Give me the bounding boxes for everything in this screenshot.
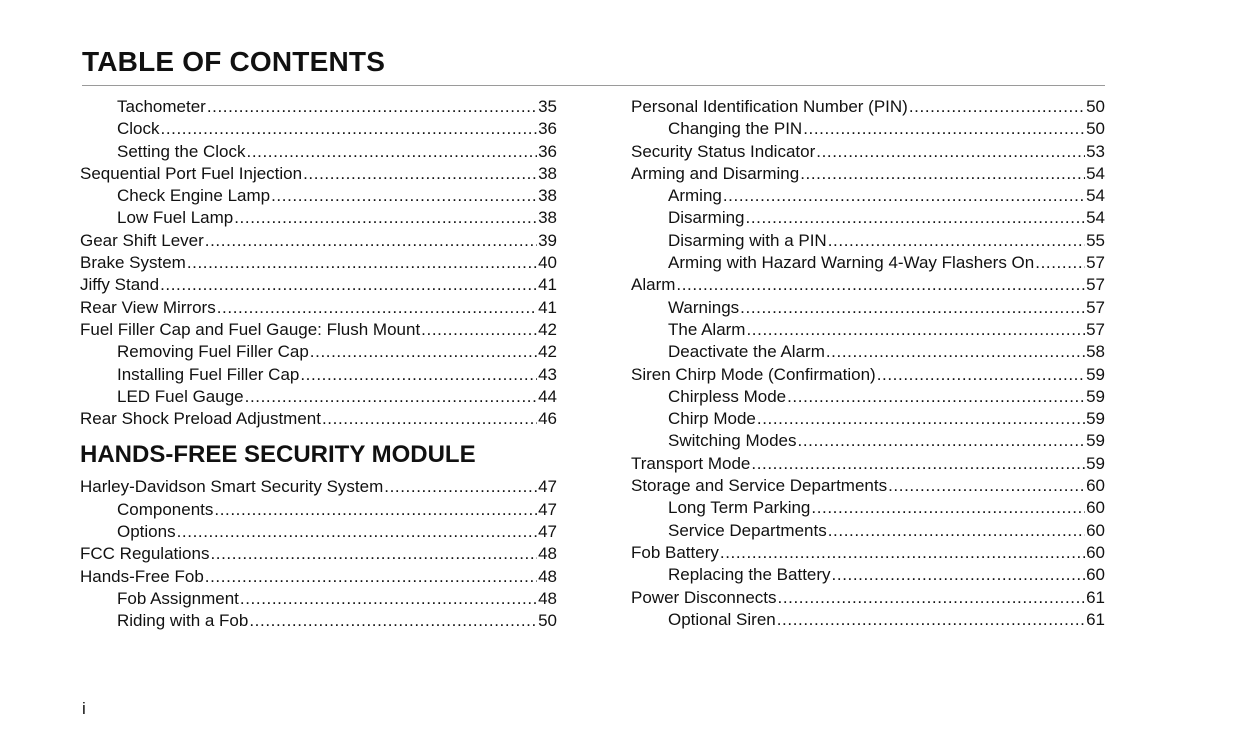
toc-entry[interactable] xyxy=(631,252,1105,274)
toc-entry-title: Service Departments xyxy=(668,520,827,540)
toc-entry-title: Fob Battery xyxy=(631,542,719,562)
toc-entry[interactable] xyxy=(80,319,557,341)
toc-entry[interactable] xyxy=(631,609,1105,631)
toc-entry-page: 48 xyxy=(538,566,557,586)
toc-entry-page: 57 xyxy=(1086,275,1105,295)
toc-entry[interactable] xyxy=(631,587,1105,609)
toc-entry[interactable] xyxy=(631,207,1105,229)
dot-leader xyxy=(888,475,1085,497)
dot-leader xyxy=(826,341,1085,363)
toc-entry-title: Power Disconnects xyxy=(631,587,777,607)
dot-leader xyxy=(310,341,537,363)
dot-leader xyxy=(245,386,537,408)
toc-entry-page: 57 xyxy=(1086,297,1105,317)
dot-leader xyxy=(740,297,1085,319)
dot-leader xyxy=(300,364,537,386)
toc-entry-page: 44 xyxy=(538,386,557,406)
toc-entry-title: FCC Regulations xyxy=(80,544,210,564)
toc-entry-title: Long Term Parking xyxy=(668,498,811,518)
toc-entry[interactable] xyxy=(80,566,557,588)
toc-entry[interactable] xyxy=(80,588,557,610)
toc-entry-page: 59 xyxy=(1086,453,1105,473)
dot-leader xyxy=(217,297,537,319)
toc-entry[interactable] xyxy=(80,207,557,229)
toc-entry-title: Riding with a Fob xyxy=(117,611,249,631)
toc-entry-page: 35 xyxy=(538,97,557,116)
toc-entry-title: Switching Modes xyxy=(668,431,797,451)
toc-entry[interactable] xyxy=(80,521,557,543)
dot-leader xyxy=(751,453,1085,475)
toc-entry-title: Siren Chirp Mode (Confirmation) xyxy=(631,364,876,384)
toc-entry-title: Rear Shock Preload Adjustment xyxy=(80,409,321,429)
toc-entry-page: 38 xyxy=(538,186,557,206)
toc-entry-title: Check Engine Lamp xyxy=(117,186,271,206)
toc-entry[interactable] xyxy=(80,163,557,185)
toc-list-group-2 xyxy=(80,476,557,632)
toc-entry-title: Alarm xyxy=(631,275,676,295)
toc-entry-title: Fuel Filler Cap and Fuel Gauge: Flush Mount xyxy=(80,319,421,339)
toc-entry-page: 60 xyxy=(1086,498,1105,518)
dot-leader xyxy=(205,230,537,252)
toc-entry-page: 36 xyxy=(538,141,557,161)
toc-entry-title: Personal Identification Number (PIN) xyxy=(631,97,908,116)
dot-leader xyxy=(787,386,1085,408)
dot-leader xyxy=(909,96,1085,118)
toc-entry-title: Transport Mode xyxy=(631,453,751,473)
toc-entry-page: 54 xyxy=(1086,186,1105,206)
toc-entry[interactable] xyxy=(631,386,1105,408)
toc-entry[interactable] xyxy=(631,408,1105,430)
toc-entry-page: 60 xyxy=(1086,542,1105,562)
toc-entry[interactable] xyxy=(631,118,1105,140)
dot-leader xyxy=(777,609,1085,631)
toc-entry-page: 61 xyxy=(1086,609,1105,629)
toc-entry[interactable] xyxy=(80,476,557,498)
dot-leader xyxy=(816,141,1085,163)
toc-entry-page: 39 xyxy=(538,230,557,250)
toc-right-column xyxy=(631,96,1105,631)
toc-entry-title: Arming and Disarming xyxy=(631,163,800,183)
toc-entry[interactable] xyxy=(80,408,557,430)
toc-entry[interactable] xyxy=(80,386,557,408)
toc-entry-title: Gear Shift Lever xyxy=(80,230,204,250)
toc-entry-page: 50 xyxy=(1086,119,1105,139)
dot-leader xyxy=(778,587,1086,609)
toc-entry-page: 59 xyxy=(1086,409,1105,429)
page-number: i xyxy=(82,699,86,718)
toc-entry-title: Jiffy Stand xyxy=(80,275,160,295)
toc-entry-title: Storage and Service Departments xyxy=(631,476,888,496)
toc-entry-title: Chirp Mode xyxy=(668,409,756,429)
toc-entry-page: 47 xyxy=(538,499,557,519)
toc-entry-title: Rear View Mirrors xyxy=(80,297,216,317)
toc-entry-title: The Alarm xyxy=(668,319,746,339)
dot-leader xyxy=(160,274,537,296)
toc-entry[interactable] xyxy=(80,230,557,252)
toc-entry-page: 42 xyxy=(538,342,557,362)
toc-entry-page: 48 xyxy=(538,544,557,564)
toc-entry[interactable] xyxy=(80,297,557,319)
toc-entry[interactable] xyxy=(631,364,1105,386)
toc-entry[interactable] xyxy=(80,610,557,632)
toc-entry-title: Disarming with a PIN xyxy=(668,230,827,250)
dot-leader xyxy=(271,185,537,207)
dot-leader xyxy=(798,430,1086,452)
toc-entry-title: Arming with Hazard Warning 4-Way Flashers On xyxy=(668,253,1035,273)
dot-leader xyxy=(210,543,537,565)
dot-leader xyxy=(234,207,537,229)
toc-entry-title: LED Fuel Gauge xyxy=(117,386,244,406)
toc-entry-title: Arming xyxy=(668,186,722,206)
toc-entry-page: 48 xyxy=(538,588,557,608)
dot-leader xyxy=(161,118,538,140)
dot-leader xyxy=(177,521,537,543)
toc-entry-title: Warnings xyxy=(668,297,740,317)
dot-leader xyxy=(746,207,1086,229)
toc-entry[interactable] xyxy=(80,364,557,386)
toc-entry-page: 41 xyxy=(538,297,557,317)
toc-entry-page: 61 xyxy=(1086,587,1105,607)
toc-entry-title: Setting the Clock xyxy=(117,141,246,161)
toc-entry-title: Clock xyxy=(117,119,160,139)
toc-entry-title: Tachometer xyxy=(117,97,206,116)
toc-entry[interactable] xyxy=(631,453,1105,475)
toc-entry-title: Fob Assignment xyxy=(117,588,239,608)
dot-leader xyxy=(214,499,537,521)
toc-entry[interactable] xyxy=(80,118,557,140)
dot-leader xyxy=(247,141,538,163)
toc-entry-page: 50 xyxy=(1086,97,1105,116)
toc-entry-title: Disarming xyxy=(668,208,745,228)
toc-entry[interactable] xyxy=(631,542,1105,564)
toc-entry-page: 59 xyxy=(1086,364,1105,384)
toc-entry[interactable] xyxy=(631,319,1105,341)
toc-entry[interactable] xyxy=(80,543,557,565)
toc-entry[interactable] xyxy=(631,475,1105,497)
page-title: TABLE OF CONTENTS xyxy=(82,46,386,77)
toc-entry-page: 54 xyxy=(1086,163,1105,183)
dot-leader xyxy=(720,542,1085,564)
toc-entry-page: 47 xyxy=(538,477,557,497)
toc-entry-page: 53 xyxy=(1086,141,1105,161)
dot-leader xyxy=(877,364,1085,386)
dot-leader xyxy=(205,566,537,588)
toc-entry-page: 46 xyxy=(538,409,557,429)
toc-entry[interactable] xyxy=(631,230,1105,252)
toc-entry-title: Low Fuel Lamp xyxy=(117,208,234,228)
title-divider xyxy=(82,85,1105,86)
dot-leader xyxy=(240,588,537,610)
toc-entry[interactable] xyxy=(631,297,1105,319)
dot-leader xyxy=(249,610,537,632)
toc-entry-page: 59 xyxy=(1086,386,1105,406)
toc-entry[interactable] xyxy=(80,341,557,363)
dot-leader xyxy=(207,96,537,118)
toc-entry[interactable] xyxy=(80,274,557,296)
toc-entry-page: 57 xyxy=(1086,319,1105,339)
toc-entry[interactable] xyxy=(631,96,1105,118)
toc-entry-title: Sequential Port Fuel Injection xyxy=(80,163,303,183)
toc-entry-title: Brake System xyxy=(80,253,186,273)
toc-entry[interactable] xyxy=(80,252,557,274)
dot-leader xyxy=(832,564,1086,586)
toc-entry-page: 55 xyxy=(1086,230,1105,250)
toc-entry[interactable] xyxy=(631,274,1105,296)
toc-entry[interactable] xyxy=(631,564,1105,586)
toc-entry[interactable] xyxy=(631,497,1105,519)
toc-entry-page: 50 xyxy=(538,611,557,631)
dot-leader xyxy=(384,476,537,498)
section-heading: HANDS-FREE SECURITY MODULE xyxy=(80,441,476,469)
toc-entry-page: 38 xyxy=(538,163,557,183)
toc-entry-page: 43 xyxy=(538,364,557,384)
toc-entry-page: 58 xyxy=(1086,342,1105,362)
toc-entry-title: Installing Fuel Filler Cap xyxy=(117,364,300,384)
toc-entry-title: Replacing the Battery xyxy=(668,565,831,585)
dot-leader xyxy=(746,319,1085,341)
toc-entry[interactable] xyxy=(631,341,1105,363)
dot-leader xyxy=(803,118,1085,140)
toc-list-right xyxy=(631,96,1105,631)
toc-entry-page: 60 xyxy=(1086,565,1105,585)
toc-entry-title: Changing the PIN xyxy=(668,119,803,139)
toc-list-group-1 xyxy=(80,96,557,430)
dot-leader xyxy=(303,163,537,185)
toc-entry[interactable] xyxy=(80,185,557,207)
dot-leader xyxy=(322,408,537,430)
dot-leader xyxy=(1035,252,1085,274)
toc-entry-title: Removing Fuel Filler Cap xyxy=(117,342,309,362)
toc-entry-page: 47 xyxy=(538,522,557,542)
dot-leader xyxy=(757,408,1085,430)
toc-entry[interactable] xyxy=(631,520,1105,542)
toc-entry-page: 60 xyxy=(1086,520,1105,540)
toc-left-column xyxy=(80,96,557,633)
toc-entry-page: 40 xyxy=(538,253,557,273)
toc-entry-title: Harley-Davidson Smart Security System xyxy=(80,477,384,497)
toc-entry-page: 54 xyxy=(1086,208,1105,228)
toc-entry-title: Chirpless Mode xyxy=(668,386,787,406)
toc-entry[interactable] xyxy=(80,96,557,118)
toc-entry[interactable] xyxy=(80,499,557,521)
toc-entry-page: 38 xyxy=(538,208,557,228)
toc-entry-page: 41 xyxy=(538,275,557,295)
toc-entry[interactable] xyxy=(80,141,557,163)
toc-entry[interactable] xyxy=(631,163,1105,185)
dot-leader xyxy=(421,319,537,341)
dot-leader xyxy=(828,230,1085,252)
dot-leader xyxy=(828,520,1085,542)
dot-leader xyxy=(723,185,1085,207)
toc-entry-page: 57 xyxy=(1086,253,1105,273)
toc-entry-title: Deactivate the Alarm xyxy=(668,342,825,362)
dot-leader xyxy=(676,274,1085,296)
toc-entry-page: 42 xyxy=(538,319,557,339)
toc-entry-title: Security Status Indicator xyxy=(631,141,816,161)
toc-entry-title: Optional Siren xyxy=(668,609,776,629)
toc-entry-title: Components xyxy=(117,499,214,519)
toc-entry-page: 60 xyxy=(1086,476,1105,496)
toc-entry-page: 36 xyxy=(538,119,557,139)
toc-entry-page: 59 xyxy=(1086,431,1105,451)
dot-leader xyxy=(811,497,1085,519)
toc-entry[interactable] xyxy=(631,430,1105,452)
toc-entry[interactable] xyxy=(631,185,1105,207)
toc-entry-title: Hands-Free Fob xyxy=(80,566,204,586)
toc-entry[interactable] xyxy=(631,141,1105,163)
dot-leader xyxy=(187,252,537,274)
toc-entry-title: Options xyxy=(117,522,176,542)
dot-leader xyxy=(800,163,1085,185)
